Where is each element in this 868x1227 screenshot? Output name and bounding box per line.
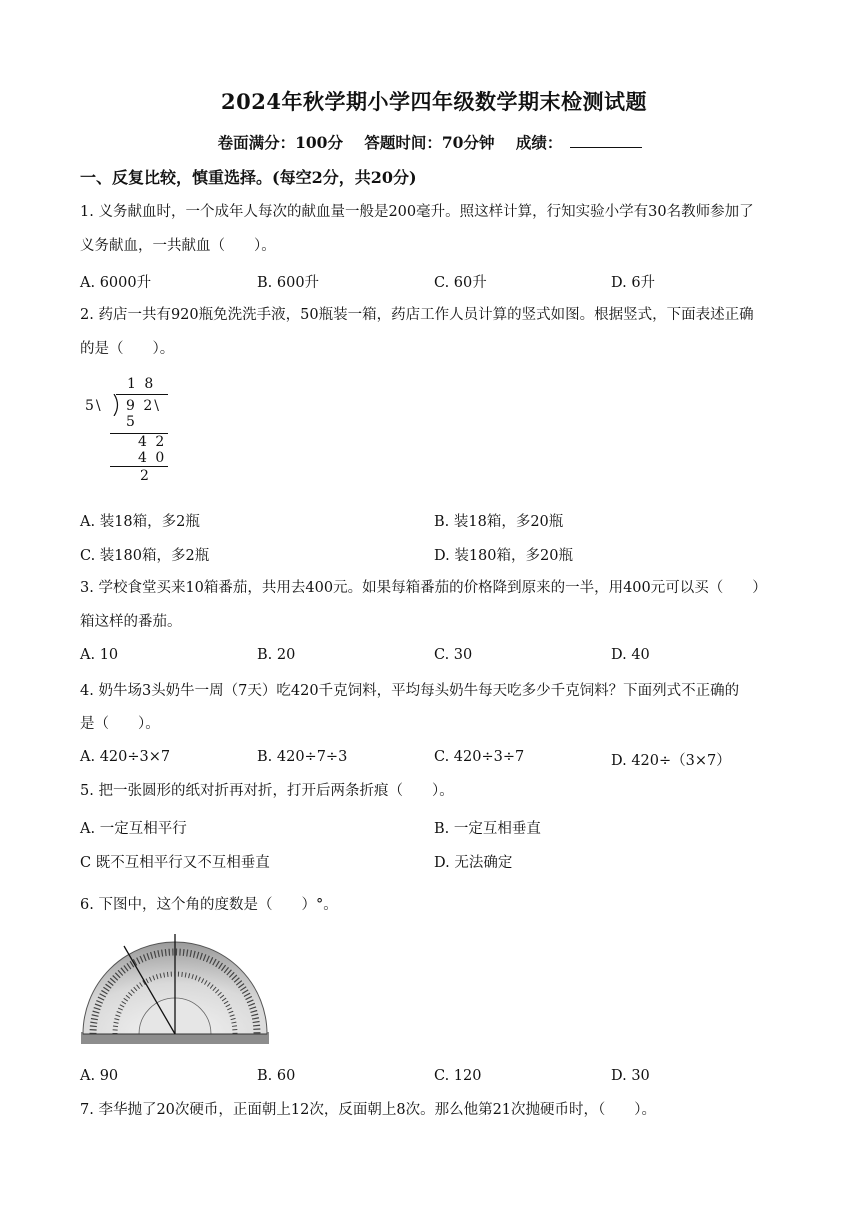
q2-option-c[interactable]: C. 装180箱，多2瓶 bbox=[80, 548, 210, 564]
q6-option-c[interactable]: C. 120 bbox=[434, 1068, 482, 1084]
q2-option-b[interactable]: B. 装18箱，多20瓶 bbox=[434, 514, 564, 530]
q1-option-a[interactable]: A. 6000升 bbox=[80, 275, 152, 291]
q5-line1: 5. 把一张圆形的纸对折再对折，打开后两条折痕（ ）。 bbox=[80, 783, 454, 799]
q2-line2: 的是（ ）。 bbox=[80, 341, 175, 357]
time-label: 答题时间：70分钟 bbox=[364, 133, 495, 152]
q5-option-d[interactable]: D. 无法确定 bbox=[434, 855, 513, 871]
q6-line1: 6. 下图中，这个角的度数是（ ）°。 bbox=[80, 897, 338, 913]
q5-option-a[interactable]: A. 一定互相平行 bbox=[80, 821, 187, 837]
q1-option-c[interactable]: C. 60升 bbox=[434, 275, 487, 291]
division-bar bbox=[116, 394, 168, 395]
q2-line1: 2. 药店一共有920瓶免洗洗手液，50瓶装一箱，药店工作人员计算的竖式如图。根据竖式，下面表述正确 bbox=[80, 307, 754, 323]
division-divisor: 5\ bbox=[85, 398, 103, 414]
q2-option-d[interactable]: D. 装180箱，多20瓶 bbox=[434, 548, 573, 564]
division-quotient: 1 8 bbox=[127, 376, 156, 392]
division-step-2: 4 2 bbox=[138, 434, 167, 450]
q1-line1: 1. 义务献血时，一个成年人每次的献血量一般是200毫升。照这样计算，行知实验小学有30名教师参加了 bbox=[80, 204, 754, 220]
exam-subtitle bbox=[0, 131, 868, 153]
q4-option-b[interactable]: B. 420÷7÷3 bbox=[257, 749, 348, 765]
score-label: 成绩： bbox=[515, 133, 563, 152]
q3-option-a[interactable]: A. 10 bbox=[80, 647, 119, 663]
q6-option-b[interactable]: B. 60 bbox=[257, 1068, 296, 1084]
division-dividend: 9 2\ bbox=[126, 398, 161, 414]
q6-option-d[interactable]: D. 30 bbox=[611, 1068, 650, 1084]
q2-option-a[interactable]: A. 装18箱，多2瓶 bbox=[80, 514, 200, 530]
q6-option-a[interactable]: A. 90 bbox=[80, 1068, 119, 1084]
q7-line1: 7. 李华抛了20次硬币，正面朝上12次，反面朝上8次。那么他第21次抛硬币时，（ ）。 bbox=[80, 1102, 657, 1118]
score-field bbox=[516, 133, 651, 152]
section-heading: 一、反复比较，慎重选择。(每空2分，共20分) bbox=[80, 168, 417, 187]
q3-option-d[interactable]: D. 40 bbox=[611, 647, 650, 663]
q1-line2: 义务献血，一共献血（ ）。 bbox=[80, 238, 276, 254]
q5-option-b[interactable]: B. 一定互相垂直 bbox=[434, 821, 541, 837]
q3-line2: 箱这样的番茄。 bbox=[80, 614, 182, 630]
full-score-label: 卷面满分：100分 bbox=[217, 133, 343, 152]
q4-line1: 4. 奶牛场3头奶牛一周（7天）吃420千克饲料，平均每头奶牛每天吃多少千克饲料？下面列式不正确的 bbox=[80, 683, 740, 699]
division-step-1: 5 bbox=[126, 414, 137, 430]
q5-option-c[interactable]: C 既不互相平行又不互相垂直 bbox=[80, 855, 270, 871]
q3-option-c[interactable]: C. 30 bbox=[434, 647, 473, 663]
q3-option-b[interactable]: B. 20 bbox=[257, 647, 296, 663]
exam-title: 2024年秋学期小学四年级数学期末检测试题 bbox=[221, 89, 647, 114]
q4-option-a[interactable]: A. 420÷3×7 bbox=[80, 749, 171, 765]
q4-option-c[interactable]: C. 420÷3÷7 bbox=[434, 749, 525, 765]
q3-line1: 3. 学校食堂买来10箱番茄，共用去400元。如果每箱番茄的价格降到原来的一半，用400元可以买（ ） bbox=[80, 580, 767, 596]
protractor-figure bbox=[79, 930, 274, 1050]
q1-option-d[interactable]: D. 6升 bbox=[611, 275, 656, 291]
q1-option-b[interactable]: B. 600升 bbox=[257, 275, 320, 291]
division-rule-2 bbox=[110, 466, 168, 467]
q4-line2: 是（ ）。 bbox=[80, 716, 160, 732]
division-bracket bbox=[112, 394, 122, 416]
score-blank[interactable] bbox=[570, 133, 642, 148]
division-step-3: 4 0 bbox=[138, 450, 167, 466]
q4-option-d[interactable]: D. 420÷（3×7） bbox=[611, 753, 731, 769]
division-remainder: 2 bbox=[140, 468, 151, 484]
long-division-figure bbox=[82, 372, 202, 492]
